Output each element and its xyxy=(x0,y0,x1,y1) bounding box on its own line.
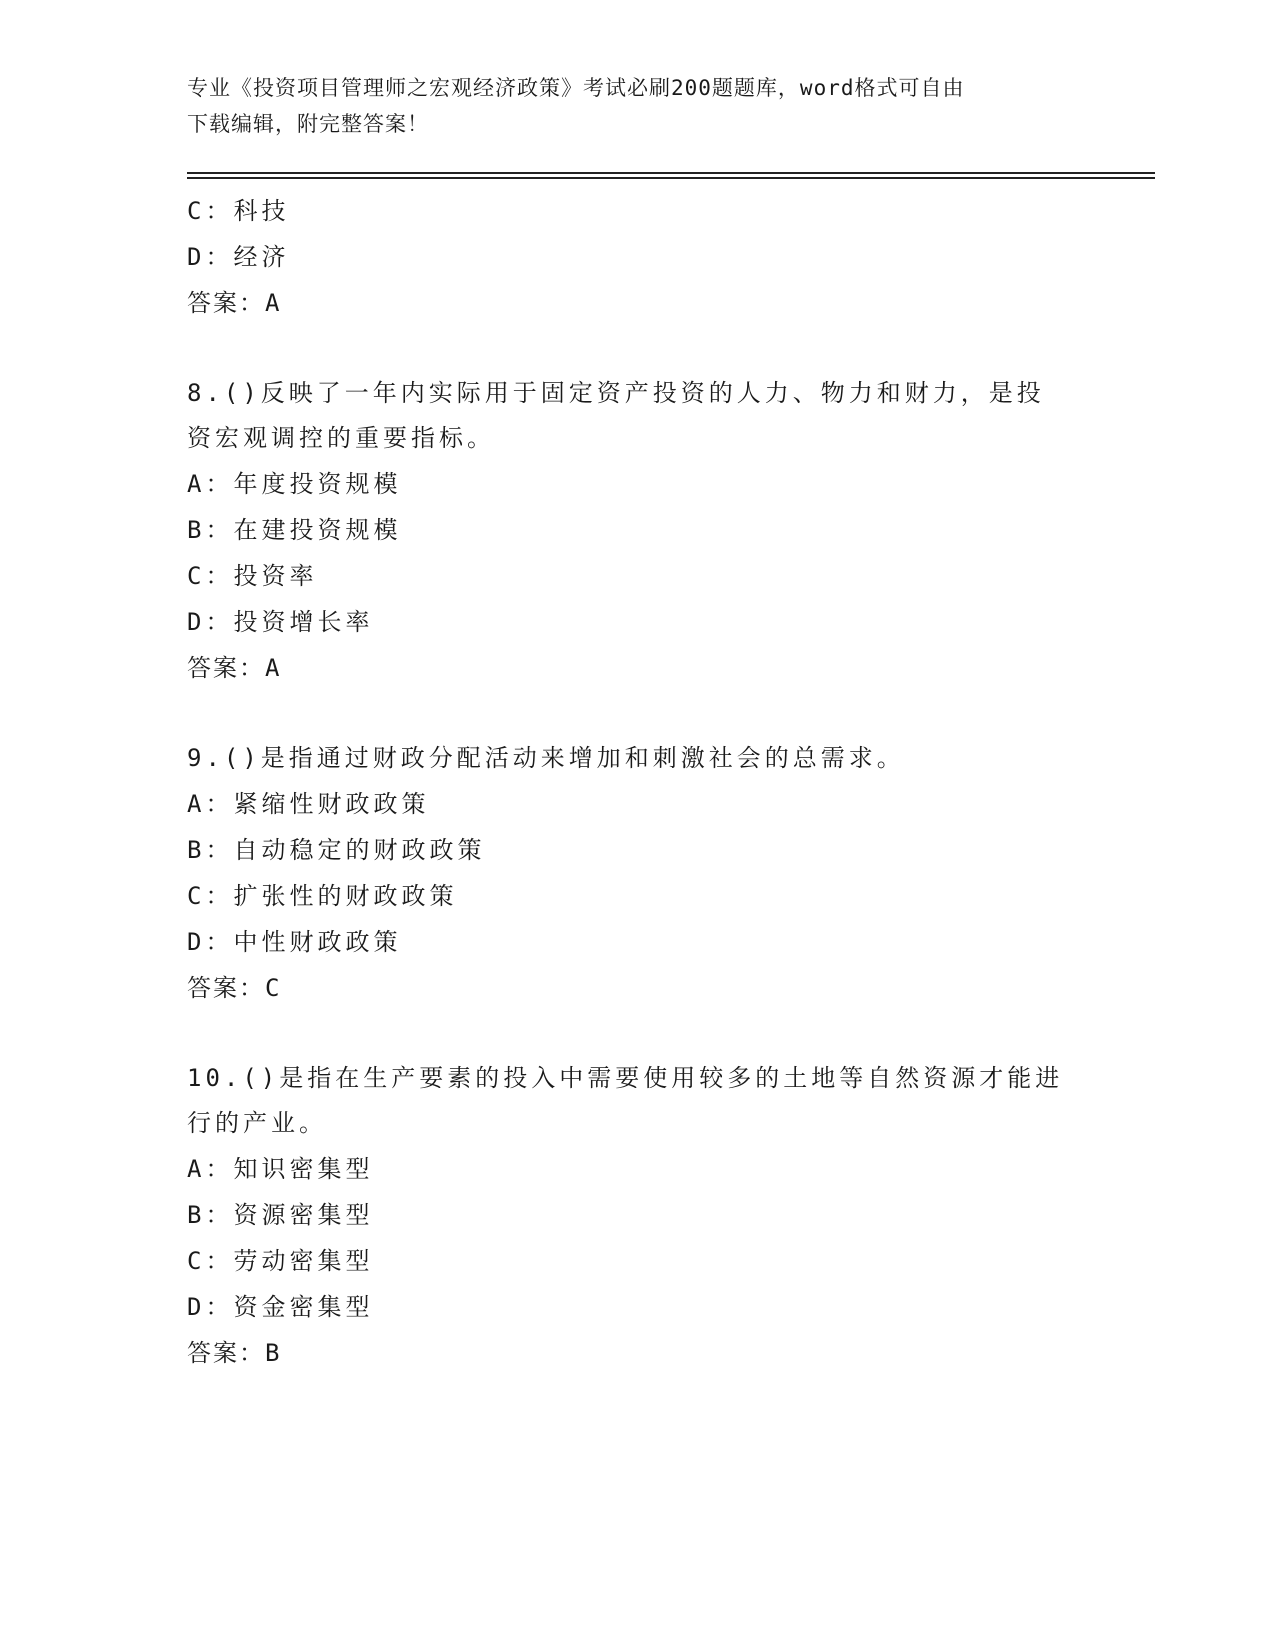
question-stem-line: 8.()反映了一年内实际用于固定资产投资的人力、物力和财力，是投 xyxy=(187,379,1045,407)
option-a: A：紧缩性财政政策 xyxy=(187,790,430,818)
answer-line: 答案：B xyxy=(187,1339,282,1367)
option-a: A：年度投资规模 xyxy=(187,470,402,498)
header-title-line-2: 下载编辑，附完整答案！ xyxy=(187,112,429,136)
option-d: D：投资增长率 xyxy=(187,608,374,636)
question-stem-line: 10.()是指在生产要素的投入中需要使用较多的土地等自然资源才能进 xyxy=(187,1064,1064,1092)
option-a: A：知识密集型 xyxy=(187,1155,374,1183)
option-d: D：资金密集型 xyxy=(187,1293,374,1321)
answer-line: 答案：A xyxy=(187,289,282,317)
question-list xyxy=(187,188,1067,1376)
header-title-line-1: 专业《投资项目管理师之宏观经济政策》考试必刷200题题库，word格式可自由 xyxy=(187,76,965,100)
option-b: B：自动稳定的财政政策 xyxy=(187,836,486,864)
option-b: B：资源密集型 xyxy=(187,1201,374,1229)
question-stem-line: 9.()是指通过财政分配活动来增加和刺激社会的总需求。 xyxy=(187,744,905,772)
option-c: C：劳动密集型 xyxy=(187,1247,374,1275)
question-8 xyxy=(187,371,1067,691)
option-b: B：在建投资规模 xyxy=(187,516,402,544)
option-c: C：科技 xyxy=(187,197,290,225)
option-d: D：经济 xyxy=(187,243,290,271)
option-d: D：中性财政政策 xyxy=(187,928,402,956)
answer-line: 答案：A xyxy=(187,654,282,682)
option-c: C：投资率 xyxy=(187,562,318,590)
option-c: C：扩张性的财政政策 xyxy=(187,882,458,910)
question-7-tail xyxy=(187,188,1067,326)
answer-line: 答案：C xyxy=(187,974,282,1002)
header-rule-bottom xyxy=(187,177,1155,179)
question-stem-line: 资宏观调控的重要指标。 xyxy=(187,424,495,452)
question-10 xyxy=(187,1056,1067,1376)
document-header xyxy=(187,70,1067,142)
header-rule-top xyxy=(187,172,1155,174)
question-9 xyxy=(187,736,1067,1011)
question-stem-line: 行的产业。 xyxy=(187,1109,327,1137)
